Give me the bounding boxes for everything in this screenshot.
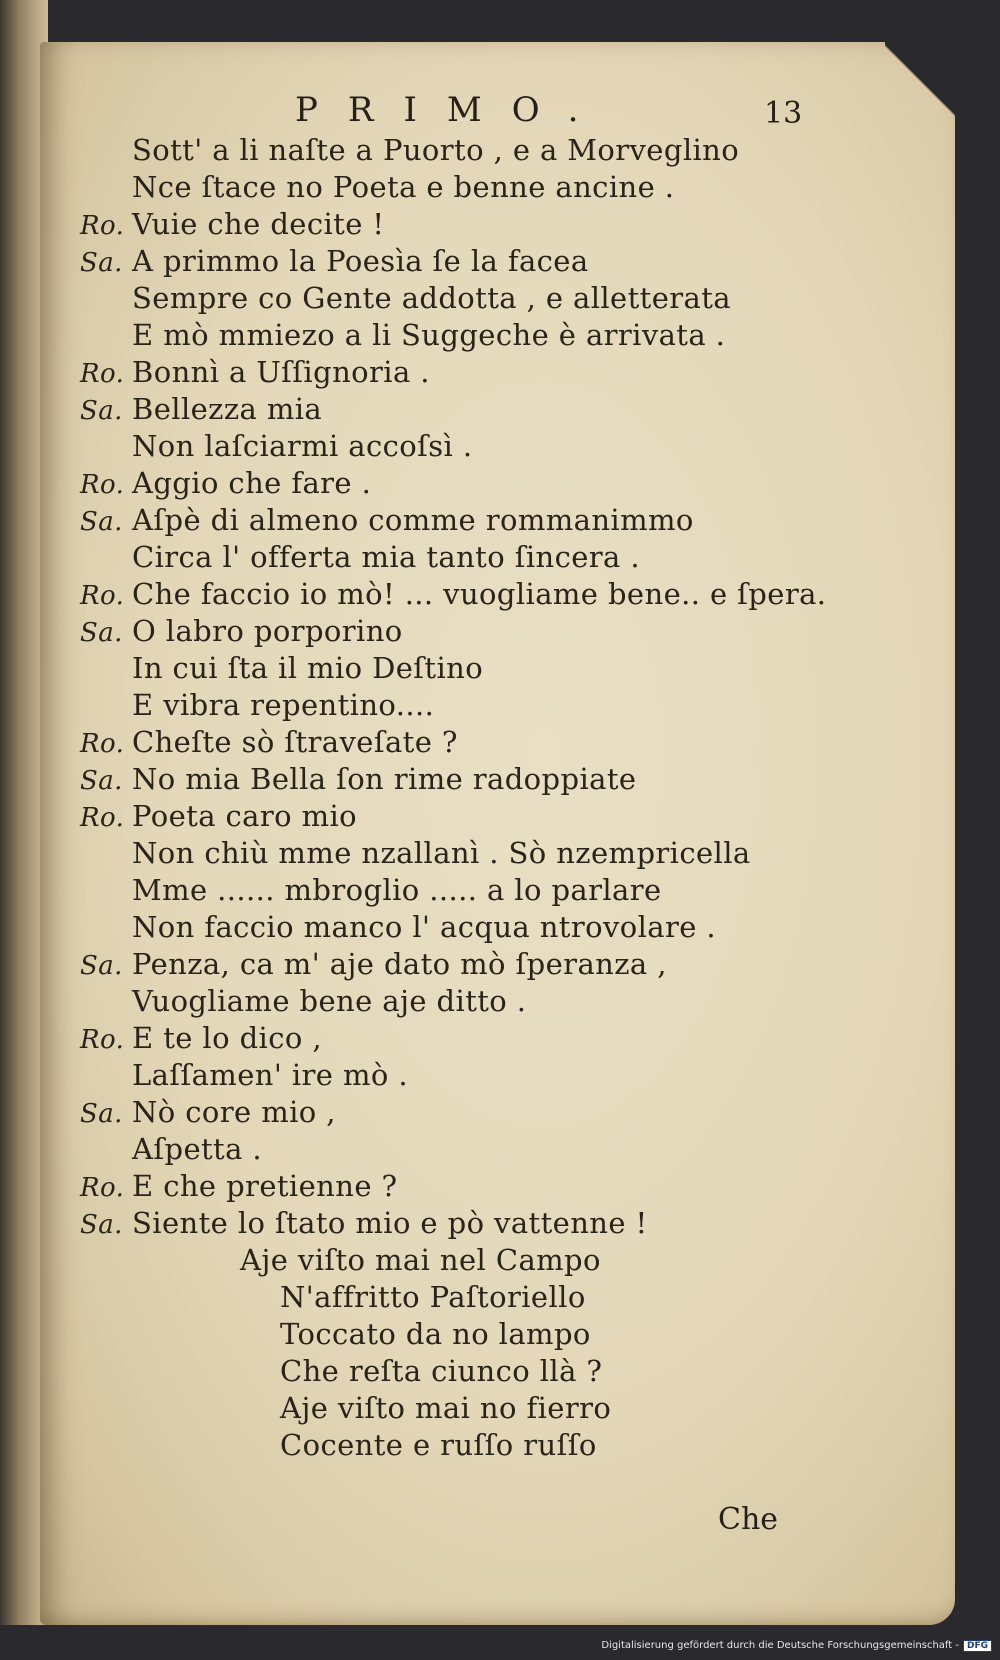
text-line — [80, 576, 940, 613]
line-text: Sott' a li naſte a Puorto , e a Morveglino — [132, 133, 740, 167]
text-line — [80, 502, 940, 539]
text-line — [80, 428, 940, 465]
line-text: Bellezza mia — [132, 392, 323, 426]
text-line — [80, 317, 940, 354]
speaker-label: Ro. — [80, 470, 125, 500]
text-line — [80, 1131, 940, 1168]
text-line — [80, 206, 940, 243]
line-text: Cocente e ruſſo ruſſo — [280, 1428, 597, 1462]
line-text: Bonnì a Uſſignoria . — [132, 355, 430, 389]
text-line — [80, 761, 940, 798]
page-number: 13 — [764, 96, 803, 131]
line-text: Non faccio manco l' acqua ntrovolare . — [132, 910, 717, 944]
footer-bar — [0, 1625, 1000, 1660]
line-text: Cheſte sò ſtraveſate ? — [132, 725, 458, 759]
speaker-label: Ro. — [80, 359, 125, 389]
speaker-label: Sa. — [80, 396, 123, 426]
text-line — [80, 946, 940, 983]
text-line — [80, 539, 940, 576]
text-line — [80, 872, 940, 909]
digitization-credit — [601, 1640, 992, 1652]
line-text: Toccato da no lampo — [280, 1317, 591, 1351]
catchword: Che — [718, 1502, 779, 1537]
text-line — [80, 132, 940, 169]
line-text: E che pretienne ? — [132, 1169, 398, 1203]
line-text: Mme ...... mbroglio ..... a lo parlare — [132, 873, 662, 907]
text-line — [80, 724, 940, 761]
speaker-label: Ro. — [80, 729, 125, 759]
line-text: E vibra repentino.... — [132, 688, 435, 722]
text-line — [80, 169, 940, 206]
speaker-label: Ro. — [80, 1025, 125, 1055]
line-text: Circa l' offerta mia tanto ſincera . — [132, 540, 640, 574]
line-text: Aggio che fare . — [132, 466, 372, 500]
text-line — [80, 1316, 940, 1353]
line-text: In cui ſta il mio Deſtino — [132, 651, 484, 685]
speaker-label: Sa. — [80, 1099, 123, 1129]
line-text: Nce ſtace no Poeta e benne ancine . — [132, 170, 675, 204]
line-text: Non laſciarmi accoſsì . — [132, 429, 473, 463]
speaker-label: Ro. — [80, 211, 125, 241]
speaker-label: Ro. — [80, 803, 125, 833]
line-text: Che reſta ciunco llà ? — [280, 1354, 603, 1388]
book-page — [40, 42, 955, 1625]
line-text: No mia Bella ſon rime radoppiate — [132, 762, 637, 796]
text-line — [80, 280, 940, 317]
line-text: Vuie che decite ! — [132, 207, 385, 241]
text-block — [80, 132, 940, 1464]
line-text: Poeta caro mio — [132, 799, 358, 833]
line-text: N'affritto Paſtoriello — [280, 1280, 586, 1314]
line-text: E te lo dico , — [132, 1021, 322, 1055]
text-line — [80, 613, 940, 650]
line-text: Che faccio io mò! ... vuogliame bene.. e ſpera. — [132, 577, 827, 611]
line-text: Sempre co Gente addotta , e alletterata — [132, 281, 731, 315]
text-line — [80, 1020, 940, 1057]
text-line — [80, 1057, 940, 1094]
speaker-label: Sa. — [80, 1210, 123, 1240]
line-text: Aje viſto mai nel Campo — [240, 1243, 601, 1277]
text-line — [80, 909, 940, 946]
speaker-label: Ro. — [80, 581, 125, 611]
text-line — [80, 465, 940, 502]
text-line — [80, 1205, 940, 1242]
line-text: Nò core mio , — [132, 1095, 336, 1129]
text-line — [80, 1168, 940, 1205]
line-text: Laſſamen' ire mò . — [132, 1058, 408, 1092]
text-line — [80, 1353, 940, 1390]
text-line — [80, 798, 940, 835]
line-text: Penza, ca m' aje dato mò ſperanza , — [132, 947, 667, 981]
line-text: E mò mmiezo a li Suggeche è arrivata . — [132, 318, 726, 352]
text-line — [80, 1390, 940, 1427]
text-line — [80, 650, 940, 687]
running-title: PRIMO. — [295, 90, 609, 130]
text-line — [80, 687, 940, 724]
line-text: Non chiù mme nzallanì . Sò nzempricella — [132, 836, 751, 870]
text-line — [80, 835, 940, 872]
line-text: O labro porporino — [132, 614, 403, 648]
line-text: Siente lo ſtato mio e pò vattenne ! — [132, 1206, 648, 1240]
line-text: Aſpè di almeno comme rommanimmo — [132, 503, 694, 537]
text-line — [80, 391, 940, 428]
line-text: Aje viſto mai no fierro — [280, 1391, 612, 1425]
speaker-label: Ro. — [80, 1173, 125, 1203]
text-line — [80, 1094, 940, 1131]
line-text: Aſpetta . — [132, 1132, 263, 1166]
credit-text: Digitalisierung gefördert durch die Deutsche Forschungsgemeinschaft - — [601, 1640, 959, 1651]
speaker-label: Sa. — [80, 507, 123, 537]
text-line — [80, 1427, 940, 1464]
text-line — [80, 354, 940, 391]
speaker-label: Sa. — [80, 766, 123, 796]
dfg-logo: DFG — [963, 1640, 992, 1652]
line-text: Vuogliame bene aje ditto . — [132, 984, 527, 1018]
text-line — [80, 1279, 940, 1316]
text-line — [80, 243, 940, 280]
text-line — [80, 983, 940, 1020]
speaker-label: Sa. — [80, 248, 123, 278]
line-text: A primmo la Poesìa ſe la facea — [132, 244, 589, 278]
speaker-label: Sa. — [80, 951, 123, 981]
text-line — [80, 1242, 940, 1279]
speaker-label: Sa. — [80, 618, 123, 648]
